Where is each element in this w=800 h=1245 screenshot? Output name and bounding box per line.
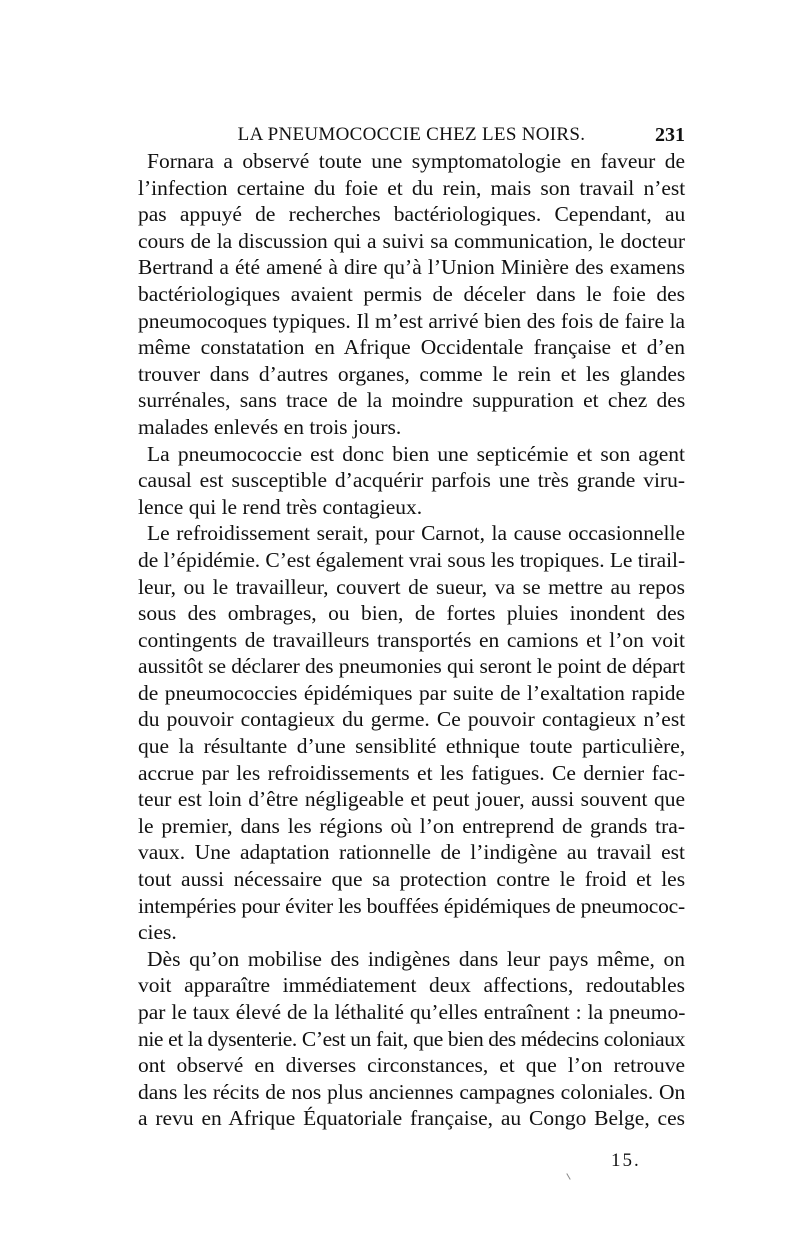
paragraph-4 <box>138 946 685 1132</box>
text-line: pas appuyé de recherches bactériologiques. Cependant, au <box>138 202 686 227</box>
text-line: par le taux élevé de la léthalité qu’elles entraînent : la pneumo- <box>138 1000 686 1024</box>
text-line: bactériologiques avaient permis de déceler dans le foie des <box>138 281 686 306</box>
text-line: a revu en Afrique Équatoriale française, au Congo Belge, ces <box>138 1106 685 1131</box>
text-line: l’infection certaine du foie et du rein, mais son travail n’est <box>138 175 686 200</box>
text-line: cies. <box>138 920 177 945</box>
body-text <box>138 148 685 1132</box>
text-line: contingents de travailleurs transportés en camions et l’on voit <box>138 627 685 652</box>
text-line: intempéries pour éviter les bouffées épidémiques de pneumococ- <box>138 893 685 918</box>
text-line: malades enlevés en trois jours. <box>138 414 402 439</box>
text-line: du pouvoir contagieux du germe. Ce pouvoir contagieux n’est <box>138 707 686 732</box>
text-line: trouver dans d’autres organes, comme le rein et les glandes <box>138 361 686 386</box>
paragraph-3 <box>138 520 685 946</box>
text-line: le premier, dans les régions où l’on entreprend de grands tra- <box>138 813 685 838</box>
text-line: Fornara a observé toute une symptomatologie en faveur de <box>147 149 686 173</box>
text-line: leur, ou le travailleur, couvert de sueur, va se mettre au repos <box>138 574 685 599</box>
text-line: de l’épidémie. C’est également vrai sous les tropiques. Le tirail- <box>138 547 686 572</box>
text-line: causal est susceptible d’acquérir parfois une très grande viru- <box>138 468 685 493</box>
page-number: 231 <box>655 124 685 146</box>
text-line: lence qui le rend très contagieux. <box>138 494 423 519</box>
stray-mark <box>566 1173 570 1180</box>
text-line: dans les récits de nos plus anciennes campagnes coloniales. On <box>138 1079 686 1104</box>
text-line: nie et la dysenterie. C’est un fait, que bien des médecins coloniaux <box>138 1026 685 1051</box>
running-head <box>138 120 685 150</box>
text-line: sous des ombrages, ou bien, de fortes pluies inondent des <box>138 601 685 626</box>
text-line: que la résultante d’une sensiblité ethnique toute particulière, <box>138 734 686 759</box>
running-title: LA PNEUMOCOCCIE CHEZ LES NOIRS. <box>237 124 586 145</box>
paragraph-2 <box>138 441 685 521</box>
text-line: ont observé en diverses circonstances, et que l’on retrouve <box>138 1053 686 1078</box>
text-line: teur est loin d’être négligeable et peut jouer, aussi souvent que <box>138 787 685 812</box>
text-line: Bertrand a été amené à dire qu’à l’Union Minière des examens <box>138 255 685 280</box>
text-line: de pneumococcies épidémiques par suite de l’exaltation rapide <box>138 680 686 705</box>
signature-mark: 15. <box>611 1150 641 1171</box>
text-line: même constatation en Afrique Occidentale française et d’en <box>138 335 685 360</box>
text-line: surrénales, sans trace de la moindre suppuration et chez des <box>138 388 686 413</box>
text-line: La pneumococcie est donc bien une septicémie et son agent <box>147 441 685 466</box>
text-line: Dès qu’on mobilise des indigènes dans leur pays même, on <box>147 946 685 971</box>
text-line: voit apparaître immédiatement deux affections, redoutables <box>138 973 685 998</box>
text-line: tout aussi nécessaire que sa protection contre le froid et les <box>138 867 686 892</box>
text-line: aussitôt se déclarer des pneumonies qui seront le point de départ <box>138 654 685 679</box>
text-line: pneumocoques typiques. Il m’est arrivé bien des fois de faire la <box>138 308 686 333</box>
paragraph-1 <box>138 148 685 441</box>
text-line: cours de la discussion qui a suivi sa communication, le docteur <box>138 228 685 253</box>
text-line: Le refroidissement serait, pour Carnot, la cause occasionnelle <box>147 521 685 546</box>
text-line: accrue par les refroidissements et les fatigues. Ce dernier fac- <box>138 760 685 785</box>
text-line: vaux. Une adaptation rationnelle de l’indigène au travail est <box>138 840 686 865</box>
